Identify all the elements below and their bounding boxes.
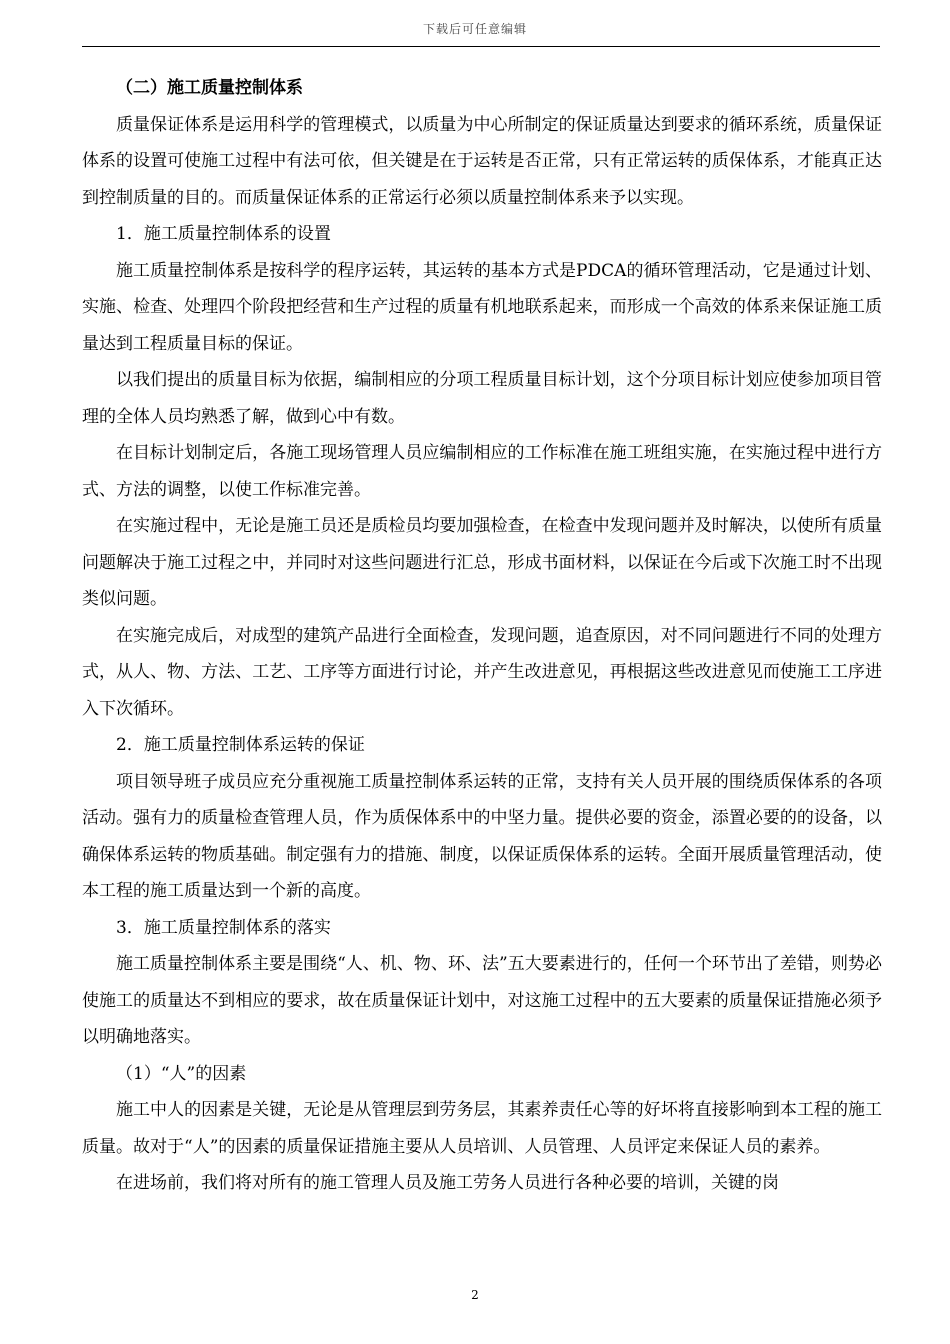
- document-body: [82, 70, 882, 1202]
- page-header-note: 下载后可任意编辑: [422, 22, 527, 36]
- paragraph: 在进场前，我们将对所有的施工管理人员及施工劳务人员进行各种必要的培训，关键的岗: [116, 1173, 779, 1193]
- paragraph: 质量保证体系是运用科学的管理模式，以质量为中心所制定的保证质量达到要求的循环系统，质量保证体系的设置可使施工过程中有法可依，但关键是在于运转是否正常，只有正常运转的质保体系，才能真正达到控制质量的目的。而质量保证体系的正常运行必须以质量控制体系来予以实现。: [82, 114, 882, 208]
- paragraph: 项目领导班子成员应充分重视施工质量控制体系运转的正常，支持有关人员开展的围绕质保体系的各项活动。强有力的质量检查管理人员，作为质保体系中的中坚力量。提供必要的资金，添置必要的的设备，以确保体系运转的物质基础。制定强有力的措施、制度，以保证质保体系的运转。全面开展质量管理活动，使本工程的施工质量达到一个新的高度。: [82, 771, 882, 901]
- page-number: 2: [471, 1288, 479, 1302]
- paragraph: 施工中人的因素是关键，无论是从管理层到劳务层，其素养责任心等的好坏将直接影响到本工程的施工质量。故对于“人”的因素的质量保证措施主要从人员培训、人员管理、人员评定来保证人员的素养。: [82, 1100, 882, 1157]
- paragraph: 在目标计划制定后，各施工现场管理人员应编制相应的工作标准在施工班组实施，在实施过程中进行方式、方法的调整，以使工作标准完善。: [82, 443, 882, 500]
- section-title: （二）施工质量控制体系: [116, 78, 303, 98]
- header-divider: [82, 46, 880, 47]
- paragraph: 在实施过程中，无论是施工员还是质检员均要加强检查，在检查中发现问题并及时解决，以使所有质量问题解决于施工过程之中，并同时对这些问题进行汇总，形成书面材料，以保证在今后或下次施工时不出现类似问题。: [82, 516, 882, 609]
- subheading: 3．施工质量控制体系的落实: [116, 917, 331, 938]
- subheading: 1．施工质量控制体系的设置: [116, 224, 331, 244]
- paragraph: 以我们提出的质量目标为依据，编制相应的分项工程质量目标计划，这个分项目标计划应使参加项目管理的全体人员均熟悉了解，做到心中有数。: [82, 370, 882, 427]
- subheading: （1）“人”的因素: [116, 1063, 247, 1084]
- paragraph: 在实施完成后，对成型的建筑产品进行全面检查，发现问题，追查原因，对不同问题进行不同的处理方式，从人、物、方法、工艺、工序等方面进行讨论，并产生改进意见，再根据这些改进意见而使施工工序进入下次循环。: [82, 625, 882, 719]
- paragraph: 施工质量控制体系是按科学的程序运转，其运转的基本方式是PDCA的循环管理活动，它是通过计划、实施、检查、处理四个阶段把经营和生产过程的质量有机地联系起来，而形成一个高效的体系来保证施工质量达到工程质量目标的保证。: [82, 260, 882, 354]
- paragraph: 施工质量控制体系主要是围绕“人、机、物、环、法”五大要素进行的，任何一个环节出了差错，则势必使施工的质量达不到相应的要求，故在质量保证计划中，对这施工过程中的五大要素的质量保证措施必须予以明确地落实。: [82, 954, 882, 1047]
- subheading: 2．施工质量控制体系运转的保证: [116, 735, 365, 755]
